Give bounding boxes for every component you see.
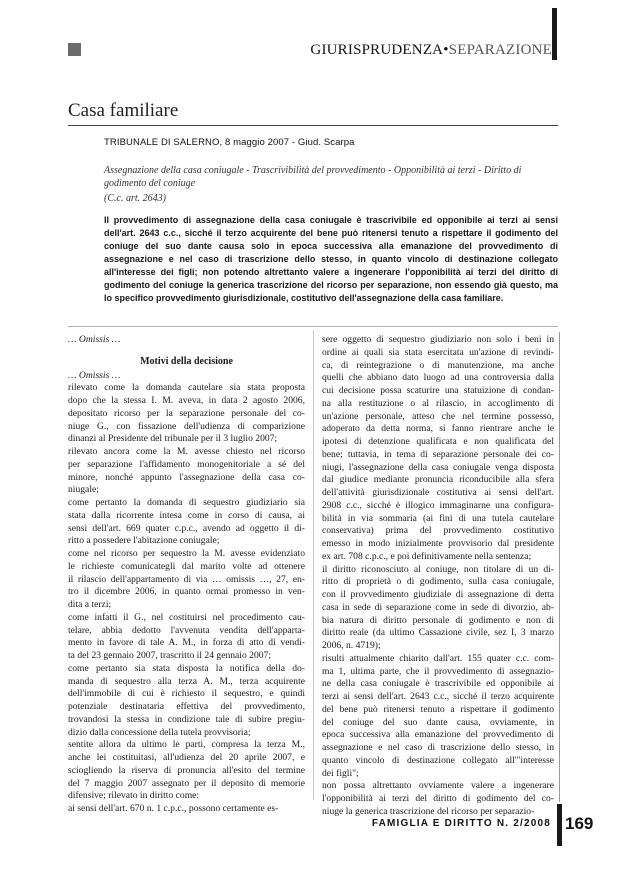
text-line: dita a terzi; xyxy=(68,599,112,610)
text-line: trovandosi la stessa in condizione tale di subire pregiu- xyxy=(68,713,305,725)
text-line: niuge G., con fissazione dell'udienza di comparizione xyxy=(68,420,305,432)
text-line: il rilascio dell'appartamento di via … omissis …, 27, en- xyxy=(68,573,305,585)
text-line: bene; tuttavia, in tema di separazione personale dei co- xyxy=(322,448,554,460)
text-line: ne della casa coniugale è trascrivibile ed opponibile ai xyxy=(322,678,554,690)
text-line: ai sensi dell'art. 670 n. 1 c.p.c., possono certamente es- xyxy=(68,803,279,814)
text-line: dei figli"; xyxy=(322,767,359,779)
text-line: bilità in via sommaria (ai fini di una tutela cautelare xyxy=(322,512,554,524)
text-line: dizio dalla concessione della tutela provvisoria; xyxy=(68,726,251,738)
title-divider xyxy=(68,125,558,126)
text-line: come pertanto la domanda di sequestro giudiziario sia xyxy=(68,497,305,508)
text-line: quelli che abbiano dato luogo ad una controversia dalla xyxy=(322,372,554,384)
court-citation: TRIBUNALE DI SALERNO, 8 maggio 2007 - Giud. Scarpa xyxy=(104,137,355,148)
text-line: assegnazione e nel caso di trascrizione dello stesso, in xyxy=(322,742,554,753)
text-line: ta del 23 gennaio 2007, trascritto il 24 gennaio 2007; xyxy=(68,650,272,661)
keywords: Assegnazione della casa coniugale - Trascrivibilità del provvedimento - Opponibilità ai terzi - Diritto di godimento del coniuge xyxy=(104,165,522,189)
text-line: l'opponibilità ai terzi del diritto di godimento del co- xyxy=(322,793,554,804)
text-line: cui decisione possa scaturire una statuizione di condan- xyxy=(322,385,554,396)
text-line: anche lei costituitasi, all'udienza del 20 aprile 2007, e xyxy=(68,752,305,763)
text-line: adoperato da detta norma, si fanno rientrare anche le xyxy=(322,423,554,435)
text-line: diritto reale (da ultimo Cassazione civile, sez I, 3 marzo xyxy=(322,627,554,639)
text-line: bia natura di diritto personale di godimento e non di xyxy=(322,614,554,626)
top-vertical-bar xyxy=(552,8,557,60)
text-line: difensive; rilevato in diritto come: xyxy=(68,790,200,802)
text-line: quanto vincolo di destinazione collegato all'"interesse xyxy=(322,754,554,766)
text-line: sere oggetto di sequestro giudiziario non solo i beni in xyxy=(322,334,554,345)
right-text-column xyxy=(322,334,554,819)
section-label-secondary: SEPARAZIONE xyxy=(448,42,552,58)
text-line: … Omissis … xyxy=(68,334,121,345)
text-line: ca, di reintegrazione o di manutenzione, ma anche xyxy=(322,359,554,371)
text-line: risulti attualmente chiarito dall'art. 155 quater c.c. com- xyxy=(322,652,554,664)
column-separator xyxy=(313,330,314,800)
page-number: 169 xyxy=(565,814,594,833)
text-line: dinanzi al Presidente del tribunale per il 3 luglio 2007; xyxy=(68,433,278,445)
text-line: depositato ricorso per la separazione personale del co- xyxy=(68,407,305,419)
text-line: niugale; xyxy=(68,484,99,496)
text-line: rilevato ancora come la M. avesse chiesto nel ricorso xyxy=(68,446,305,457)
text-line: 2908 c.c., sicché è illogico immaginarne una configura- xyxy=(322,499,554,511)
text-line: potenziale destinataria effettiva del provvedimento, xyxy=(68,701,305,712)
section-header xyxy=(310,42,552,59)
text-line: ex art. 708 c.p.c., e poi definitivamente nella sentenza; xyxy=(322,550,532,562)
text-line: del 7 maggio 2007 assegnato per il deposito di memorie xyxy=(68,777,305,789)
text-line: epoca successiva alla emanazione del provvedimento di xyxy=(322,729,554,741)
columns-divider xyxy=(68,326,558,327)
text-line: ma 1, ultima parte, che il provvedimento di assegnazio- xyxy=(322,665,554,677)
right-margin-rule xyxy=(559,332,560,802)
left-text-column xyxy=(68,334,305,816)
text-line: un'azione personale, atteso che nel termine possesso, xyxy=(322,410,554,422)
text-line: telare, abbia dedotto l'avvenuta vendita dell'apparta- xyxy=(68,624,305,636)
text-line: dopo che la stessa I. M. aveva, in data 2 agosto 2006, xyxy=(68,395,305,406)
text-line: il diritto riconosciuto al coniuge, non titolare di un di- xyxy=(322,563,554,575)
section-label-primary: GIURISPRUDENZA xyxy=(310,42,444,58)
text-line: dell'attività giurisdizionale costitutiva ai sensi dell'art. xyxy=(322,487,554,498)
section-bullet: • xyxy=(443,42,449,58)
text-line: non possa altrettanto ovviamente valere a ingenerare xyxy=(322,780,554,792)
text-line: dell'immobile di cui è richiesto il sequestro, e quindi xyxy=(68,688,305,700)
text-line: del bene può ritenersi tenuto a rispettare il godimento xyxy=(322,703,554,715)
text-line: ritto di proprietà o di godimento, sulla casa coniugale, xyxy=(322,576,554,588)
text-line: sensi dell'art. 669 quater c.p.c., avendo ad oggetto il di- xyxy=(68,522,305,534)
text-line: dal giudice mediante pronuncia riconducibile alla sfera xyxy=(322,474,554,486)
text-line: come nel ricorso per sequestro la M. avesse evidenziato xyxy=(68,548,305,559)
text-line: del coniuge del suo dante causa, ovviamente, in xyxy=(322,716,554,728)
text-line: tro il dicembre 2006, in quanto ormai promesso in ven- xyxy=(68,586,305,598)
text-line: na alla restituzione o al rilascio, in accoglimento di xyxy=(322,397,554,409)
text-line: ritto a possedere l'abitazione coniugale; xyxy=(68,535,220,547)
text-line: casa in sede di separazione come in sede di divorzio, ab- xyxy=(322,601,554,613)
page-title: Casa familiare xyxy=(68,100,179,121)
text-line: manda di sequestro alla terza A. M., terza acquirente xyxy=(68,675,305,687)
text-line: … Omissis … xyxy=(68,369,121,381)
text-line: Motivi della decisione xyxy=(140,355,233,367)
journal-footer: FAMIGLIA E DIRITTO N. 2/2008 xyxy=(371,818,551,829)
text-line: niugi, l'assegnazione della casa coniugale venga disposta xyxy=(322,461,554,473)
text-line: sciogliendo la riserva di pronuncia all'esito del termine xyxy=(68,764,305,776)
text-line: niuge la generica trascrizione del ricorso per separazio- xyxy=(322,805,535,817)
text-line: come pertanto sia stata disposta la notifica della do- xyxy=(68,662,305,674)
text-line: emesso in modo inizialmente provvisorio dal presidente xyxy=(322,538,554,549)
text-line: conservativa) prima del provvedimento costitutivo xyxy=(322,525,554,537)
text-line: per separazione l'affidamento monogenitoriale a sé del xyxy=(68,458,305,470)
text-line: mento in favore di tale A. M., in forza di atto di vendi- xyxy=(68,637,305,649)
text-line: con il provvedimento giudiziale di assegnazione di detta xyxy=(322,589,554,600)
text-line: 2006, n. 4719); xyxy=(322,640,381,651)
law-reference: (C.c. art. 2643) xyxy=(104,193,166,204)
text-line: ordine ai quali sia stata esercitata un'azione di revindi- xyxy=(322,346,554,358)
text-line: sentite allora da ultimo le parti, compresa la terza M., xyxy=(68,739,305,751)
text-line: stata dalla ricorrente intesa come in corso di causa, ai xyxy=(68,509,305,521)
text-line: terzi ai sensi dell'art. 2643 c.c., sicché il terzo acquirente xyxy=(322,691,554,702)
text-line: minore, nonché appunto l'assegnazione della casa co- xyxy=(68,471,305,483)
text-line: rilevato come la domanda cautelare sia stata proposta xyxy=(68,382,305,394)
text-line: come infatti il G., nel costituirsi nel procedimento cau- xyxy=(68,611,305,623)
section-square-marker xyxy=(68,43,81,56)
text-line: ipotesi di detenzione qualificata e non qualificata del xyxy=(322,436,554,447)
text-line: le richieste comunicategli dal marito volte ad ottenere xyxy=(68,560,305,572)
massima-summary: Il provvedimento di assegnazione della casa coniugale è trascrivibile ed opponibile ai terzi ai sensi dell'art. 2643 c.c., sicché il terzo acquirente del bene può ritenersi tenuto a rispettare il godimento del coniuge del suo dante causa solo in epoca successiva alla emanazione del provvedimento di assegnazione e nel caso di trascrizione dello stesso, in quanto vincolo di destinazione collegato all'interesse dei figli; non potendo altrettanto valere a ingenerare l'opponibilità ai terzi del diritto di godimento del coniuge la generica trascrizione del ricorso per separazione, non essendo già questo, ma lo specifico provvedimento giurisdizionale, costitutivo dell'assegnazione della casa familiare. xyxy=(104,215,558,303)
footer-vertical-bar xyxy=(557,804,562,846)
